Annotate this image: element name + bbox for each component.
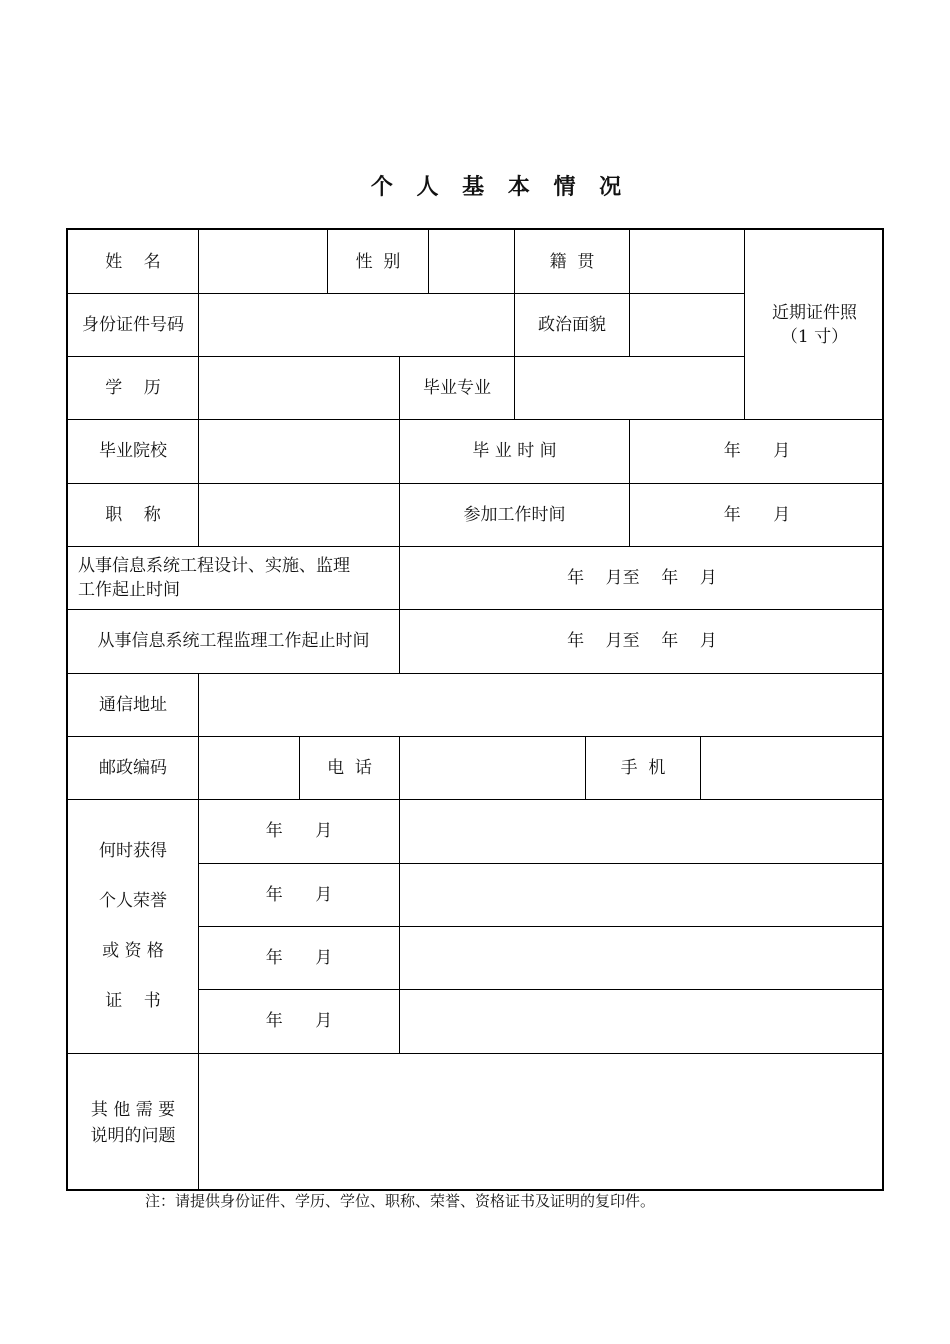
- label-is-work-period: [68, 546, 399, 609]
- field-is-work-period[interactable]: 年 月至 年 月: [567, 567, 717, 588]
- label-photo-size: （1 寸）: [780, 326, 849, 347]
- honor-detail-4[interactable]: [400, 989, 884, 1053]
- label-political-status: 政治面貌: [538, 314, 606, 335]
- label-postcode: 邮政编码: [99, 757, 167, 778]
- label-gender: 性 别: [355, 251, 401, 272]
- label-work-start: 参加工作时间: [463, 504, 566, 525]
- field-native-place[interactable]: [630, 230, 744, 293]
- field-political-status[interactable]: [630, 293, 744, 356]
- field-other[interactable]: [199, 1054, 884, 1191]
- page-title: 个 人 基 本 情 况: [370, 174, 630, 200]
- label-honors: [68, 799, 198, 1053]
- field-major[interactable]: [515, 356, 744, 419]
- field-gender[interactable]: [429, 230, 514, 293]
- personal-info-form: [66, 228, 884, 1191]
- field-education[interactable]: [199, 356, 399, 419]
- field-id-number[interactable]: [199, 293, 514, 356]
- field-school[interactable]: [199, 419, 399, 483]
- field-work-start[interactable]: 年 月: [723, 504, 791, 525]
- honor-detail-2[interactable]: [400, 863, 884, 926]
- label-title-rank: 职 称: [105, 504, 161, 525]
- field-address[interactable]: [199, 673, 884, 736]
- label-other: [68, 1054, 198, 1191]
- honor-date-3[interactable]: 年 月: [265, 947, 333, 968]
- label-address: 通信地址: [99, 694, 167, 715]
- label-school: 毕业院校: [99, 441, 167, 461]
- label-phone: 电 话: [327, 757, 372, 778]
- label-photo: 近期证件照: [772, 302, 857, 323]
- label-education: 学 历: [105, 377, 161, 398]
- field-supervision-period[interactable]: 年 月至 年 月: [567, 631, 717, 651]
- honor-detail-1[interactable]: [400, 799, 884, 863]
- field-postcode[interactable]: [199, 736, 299, 799]
- label-is-work-period-line1: 从事信息系统工程设计、实施、监理: [78, 555, 350, 576]
- label-id-number: 身份证件号码: [82, 314, 184, 335]
- label-other-line2: 说明的问题: [90, 1125, 176, 1146]
- photo-placeholder[interactable]: [745, 230, 884, 419]
- label-honors-line2: 个人荣誉: [99, 891, 167, 911]
- honor-date-4[interactable]: 年 月: [265, 1011, 333, 1031]
- label-major: 毕业专业: [423, 377, 491, 398]
- field-mobile[interactable]: [701, 736, 884, 799]
- label-mobile: 手 机: [620, 757, 666, 778]
- label-graduation-time: 毕 业 时 间: [472, 441, 557, 461]
- honor-date-1[interactable]: 年 月: [265, 821, 333, 841]
- label-native-place: 籍 贯: [549, 251, 595, 272]
- label-honors-line3: 或 资 格: [102, 941, 164, 961]
- field-phone[interactable]: [400, 736, 585, 799]
- label-honors-line1: 何时获得: [99, 841, 167, 861]
- honor-date-2[interactable]: 年 月: [265, 884, 333, 905]
- label-name: 姓 名: [105, 251, 161, 272]
- field-graduation-time[interactable]: 年 月: [723, 441, 791, 461]
- honor-detail-3[interactable]: [400, 926, 884, 989]
- label-supervision-period: 从事信息系统工程监理工作起止时间: [97, 631, 370, 651]
- field-name[interactable]: [199, 230, 327, 293]
- label-other-line1: 其 他 需 要: [90, 1099, 176, 1120]
- label-is-work-period-line2: 工作起止时间: [78, 579, 180, 600]
- field-title-rank[interactable]: [199, 483, 399, 546]
- label-honors-line4: 证 书: [105, 991, 161, 1011]
- footnote: 注：请提供身份证件、学历、学位、职称、荣誉、资格证书及证明的复印件。: [145, 1192, 656, 1210]
